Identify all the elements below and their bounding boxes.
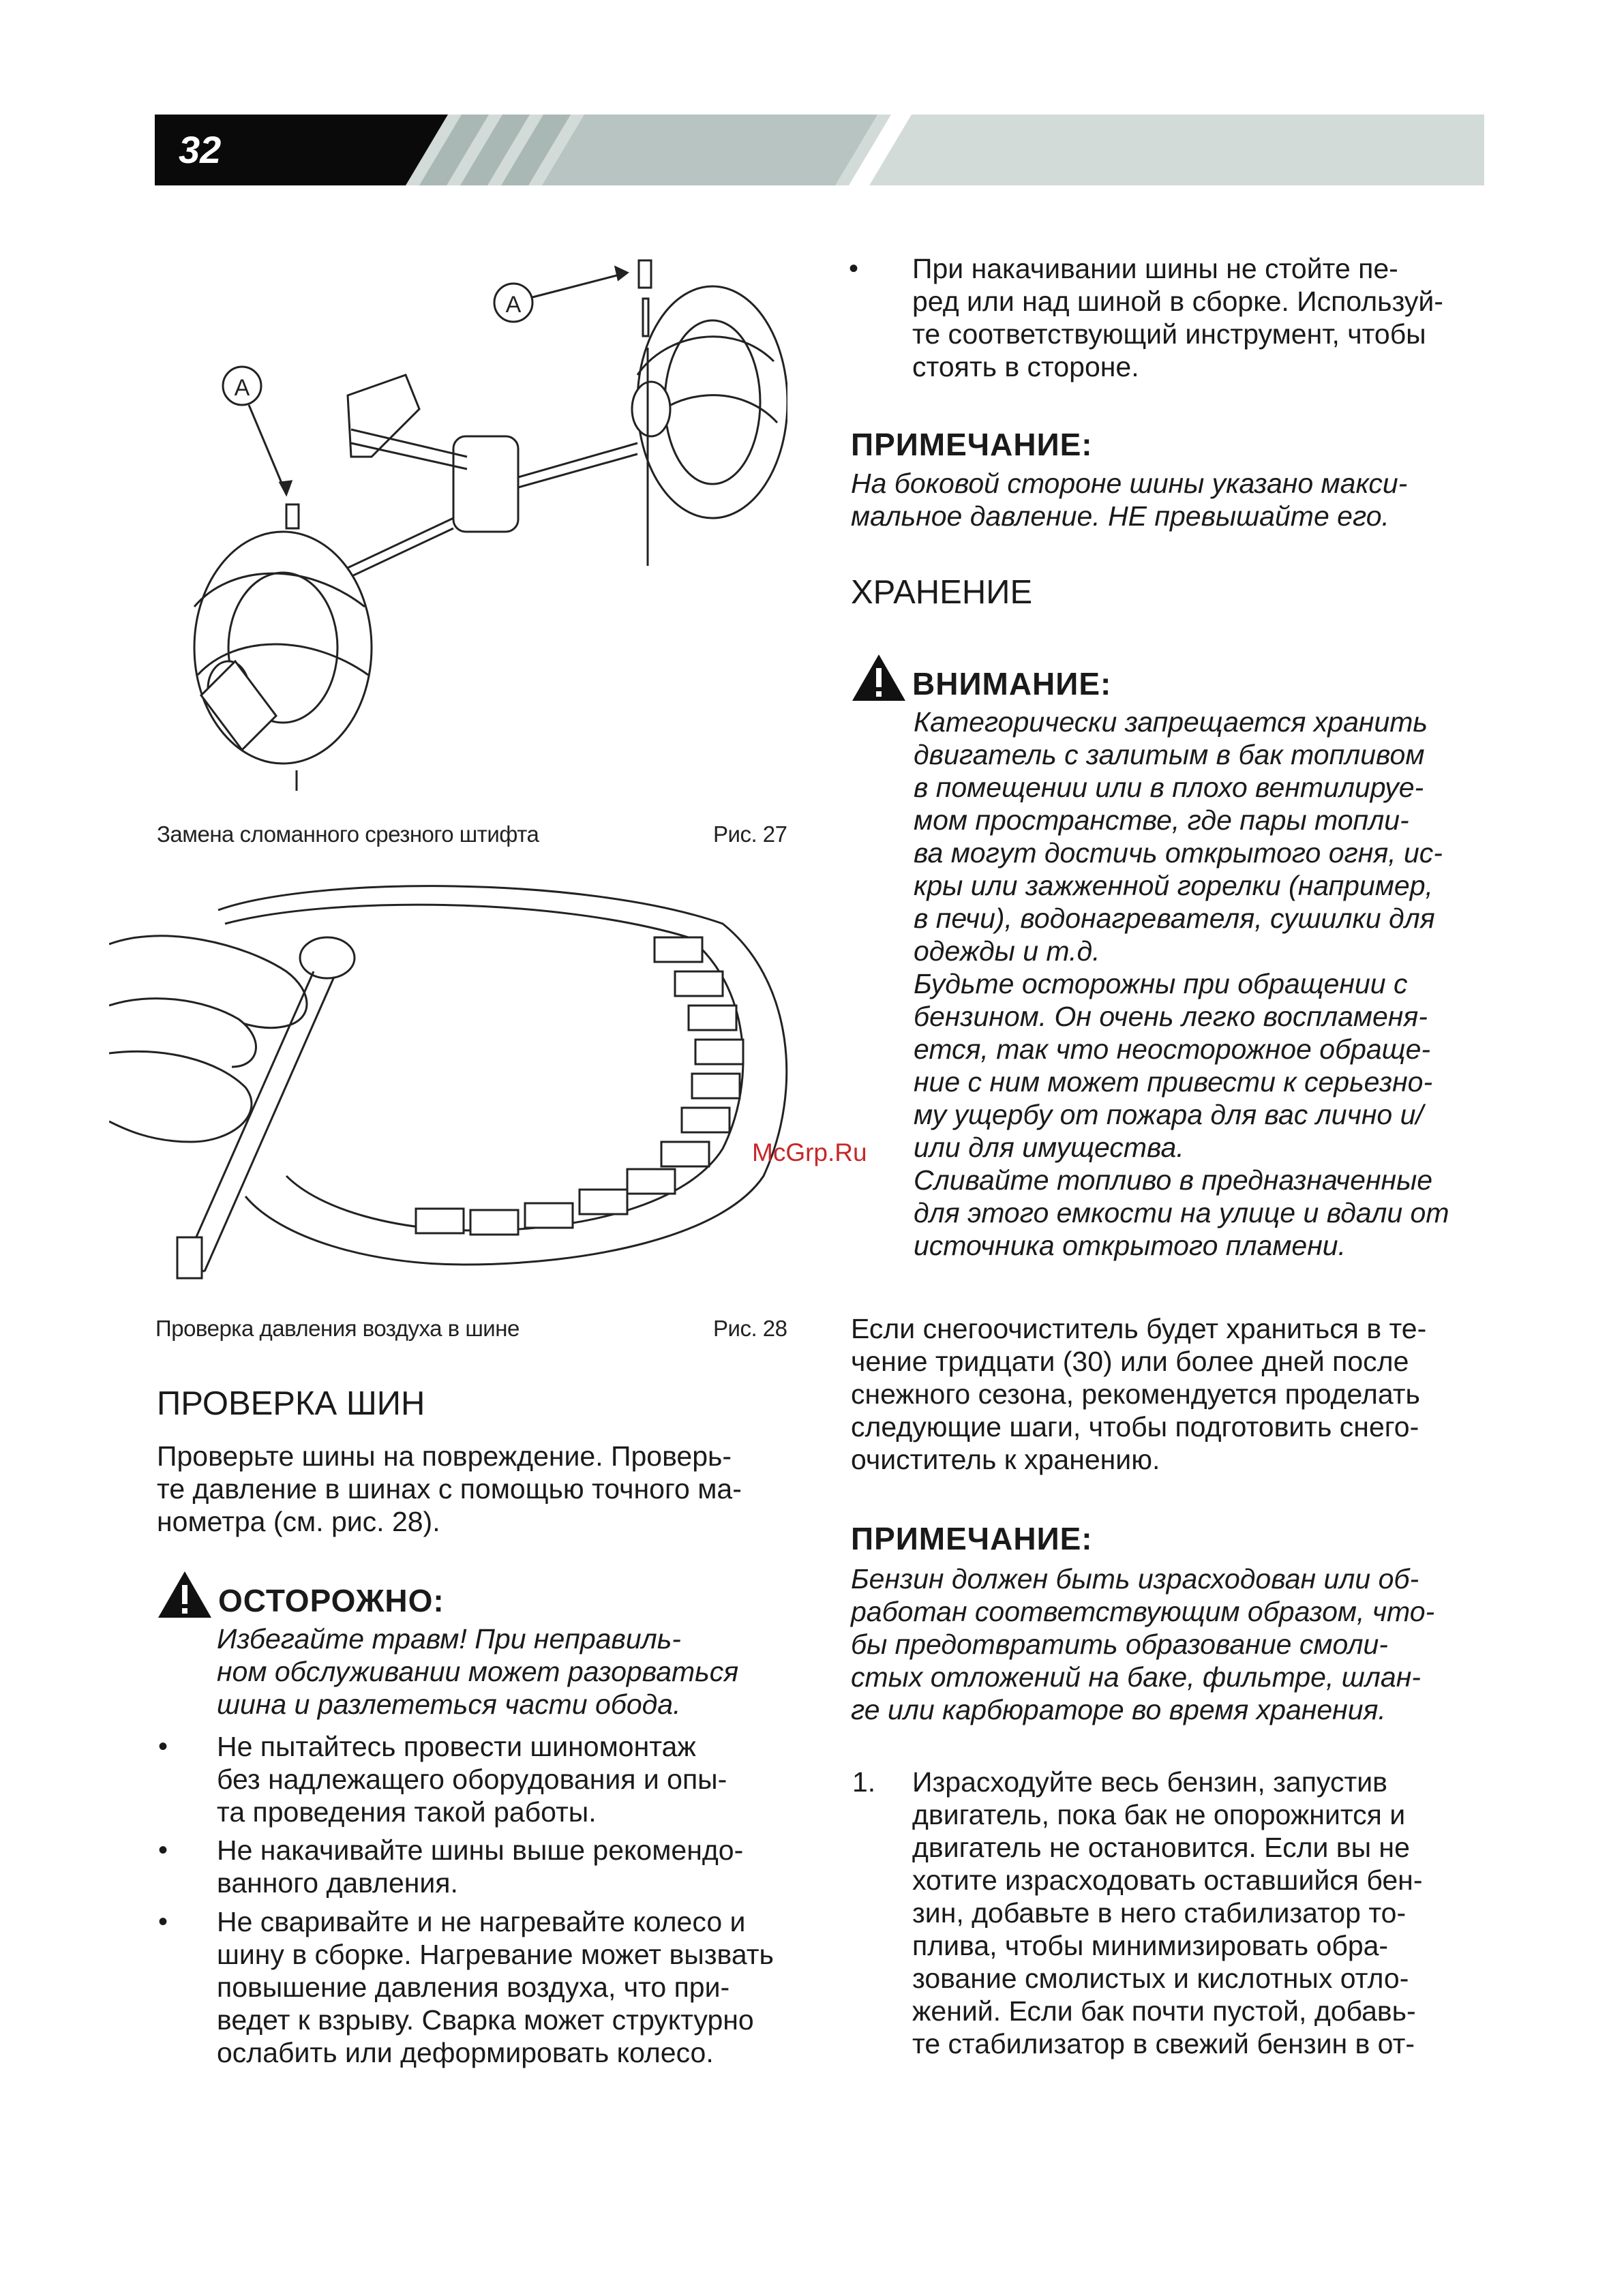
svg-text:A: A bbox=[505, 292, 522, 318]
bullet-marker: • bbox=[158, 1835, 168, 1865]
bullet-marker: • bbox=[158, 1907, 168, 1937]
caution-heading bbox=[157, 1565, 445, 1619]
step-body: Израсходуйте весь бензин, запустив двигатель, пока бак не опорожнится и двигатель не остановится. Если вы не хотите израсходовать оставшийся бен- зин, добавьте в него стабилизатор то- плива, чтобы минимизировать обра- зование смолистых и кислотных отло- жений. Если бак почти пустой, добавь- те стабилизатор в свежий бензин в от- bbox=[912, 1766, 1423, 2059]
svg-text:A: A bbox=[234, 375, 250, 401]
note-body: Бензин должен быть израсходован или об- работан соответствующим образом, что- бы предотвратить образование смоли- стых отложений на баке, фильтре, шлан- ге или карбюраторе во время хранения. bbox=[851, 1563, 1435, 1725]
storage-intro-paragraph: Если снегоочиститель будет храниться в те- чение тридцати (30) или более дней после снежного сезона, рекомендуется проделать следующие шаги, чтобы подготовить снего- очиститель к хранению. bbox=[851, 1313, 1427, 1475]
warning-triangle-icon bbox=[157, 1570, 213, 1619]
warning-body: Категорически запрещается хранить двигатель с залитым в бак топливом в помещении или в плохо вентилируе- мом пространстве, где пары топли- ва могут достичь открытого огня, ис- кры или зажженной горелки (например, в печи), водонагревателя, сушилки для одежды и т.д. Будьте осторожны при обращении с бензином. Он очень легко воспламеня- ется, так что неосторожное обраще- ние с ним может привести к серьезно- му ущербу от пожара для вас лично и/ или для имущества. Сливайте топливо в предназначенные для этого емкости на улице и вдали от источника открытого пламени. bbox=[914, 706, 1449, 1261]
caution-body: Избегайте травм! При неправиль- ном обслуживании может разорваться шина и разлететься части обода. bbox=[217, 1623, 739, 1720]
bullet-marker: • bbox=[849, 254, 859, 284]
figure-28-illustration bbox=[109, 883, 832, 1285]
figure-28-label: Рис. 28 bbox=[713, 1316, 787, 1341]
bullet-marker: • bbox=[158, 1732, 168, 1762]
bullet-item: Не сваривайте и не нагревайте колесо и шину в сборке. Нагревание может вызвать повышение давления воздуха, что при- ведет к взрыву. Сварка может структурно ослабить или деформировать колесо. bbox=[217, 1906, 774, 2068]
bullet-item: Не пытайтесь провести шиномонтаж без надлежащего оборудования и опы- та проведения такой работы. bbox=[217, 1731, 727, 1828]
step-number: 1. bbox=[852, 1766, 876, 1798]
watermark-text: McGrp.Ru bbox=[752, 1138, 867, 1166]
figure-27-illustration bbox=[147, 252, 787, 798]
figure-27-label: Рис. 27 bbox=[713, 821, 787, 847]
bullet-item-inflate: При накачивании шины не стойте пе- ред или над шиной в сборке. Используй- те соответствующий инструмент, чтобы стоять в стороне. bbox=[912, 253, 1443, 382]
warning-triangle-icon bbox=[851, 653, 907, 702]
page-header-bar bbox=[155, 115, 1484, 185]
bullet-item: Не накачивайте шины выше рекомендо- ванного давления. bbox=[217, 1834, 744, 1899]
figure-27-caption: Замена сломанного срезного штифта bbox=[157, 821, 539, 847]
storage-heading: ХРАНЕНИЕ bbox=[851, 574, 1033, 611]
caution-title: ОСТОРОЖНО: bbox=[218, 1583, 445, 1618]
note-heading: ПРИМЕЧАНИЕ: bbox=[851, 427, 1093, 462]
note-body: На боковой стороне шины указано макси- мальное давление. НЕ превышайте его. bbox=[851, 468, 1408, 532]
tire-check-heading: ПРОВЕРКА ШИН bbox=[157, 1385, 425, 1422]
tire-check-paragraph: Проверьте шины на повреждение. Проверь- те давление в шинах с помощью точного ма- нометра (см. рис. 28). bbox=[157, 1440, 742, 1537]
figure-28-caption: Проверка давления воздуха в шине bbox=[155, 1316, 520, 1341]
note-heading: ПРИМЕЧАНИЕ: bbox=[851, 1521, 1093, 1556]
warning-heading bbox=[851, 648, 1111, 702]
page-number: 32 bbox=[179, 128, 222, 171]
warning-title: ВНИМАНИЕ: bbox=[912, 666, 1112, 701]
